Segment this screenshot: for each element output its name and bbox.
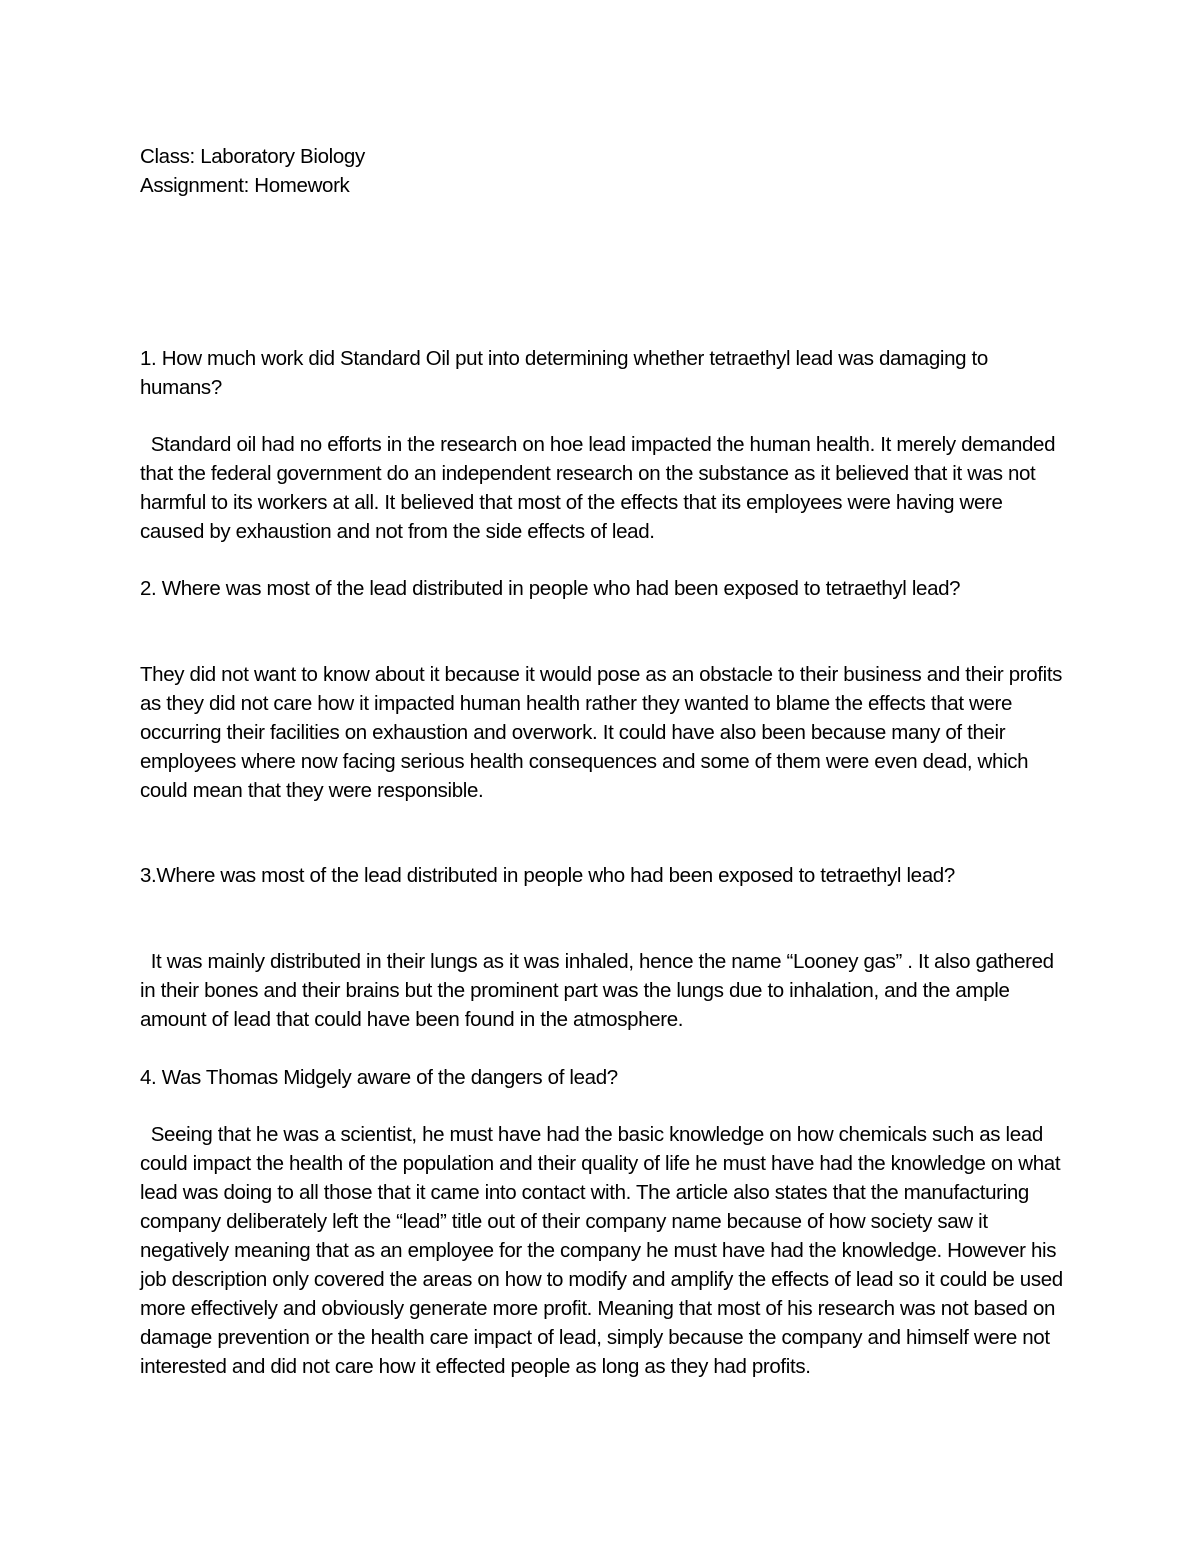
answer-1: Standard oil had no efforts in the research on hoe lead impacted the human health. It merely demanded that the federal government do an independent research on the substance as it believed that it was not harmful to its workers at all. It believed that most of the effects that its employees were having were caused by exhaustion and not from the side effects of lead. <box>140 433 1061 543</box>
answer-4: Seeing that he was a scientist, he must have had the basic knowledge on how chemicals such as lead could impact the health of the population and their quality of life he must have had the knowledge on what lead was doing to all those that it came into contact with. The article also states that the manufacturing company deliberately left the “lead” title out of their company name because of how society saw it negatively meaning that as an employee for the company he must have had the knowledge. However his job description only covered the areas on how to modify and amplify the effects of lead so it could be used more effectively and obviously generate more profit. Meaning that most of his research was not based on damage prevention or the health care impact of lead, simply because the company and himself were not interested and did not care how it effected people as long as they had profits. <box>140 1123 1069 1378</box>
question-3: 3.Where was most of the lead distributed in people who had been exposed to tetraethyl lead? <box>140 864 955 887</box>
answer-2: They did not want to know about it because it would pose as an obstacle to their business and their profits as they did not care how it impacted human health rather they wanted to blame the effects that were occurring their facilities on exhaustion and overwork. It could have also been because many of their employees where now facing serious health consequences and some of them were even dead, which could mean that they were responsible. <box>140 663 1068 802</box>
question-1: 1. How much work did Standard Oil put into determining whether tetraethyl lead was damaging to humans? <box>140 347 994 399</box>
class-line: Class: Laboratory Biology <box>140 145 365 168</box>
question-4: 4. Was Thomas Midgely aware of the dangers of lead? <box>140 1066 618 1089</box>
answer-3: It was mainly distributed in their lungs as it was inhaled, hence the name “Looney gas” . It also gathered in their bones and their brains but the prominent part was the lungs due to inhalation, and the ample amount of lead that could have been found in the atmosphere. <box>140 950 1060 1031</box>
assignment-line: Assignment: Homework <box>140 174 350 197</box>
question-2: 2. Where was most of the lead distributed in people who had been exposed to tetraethyl lead? <box>140 577 961 600</box>
